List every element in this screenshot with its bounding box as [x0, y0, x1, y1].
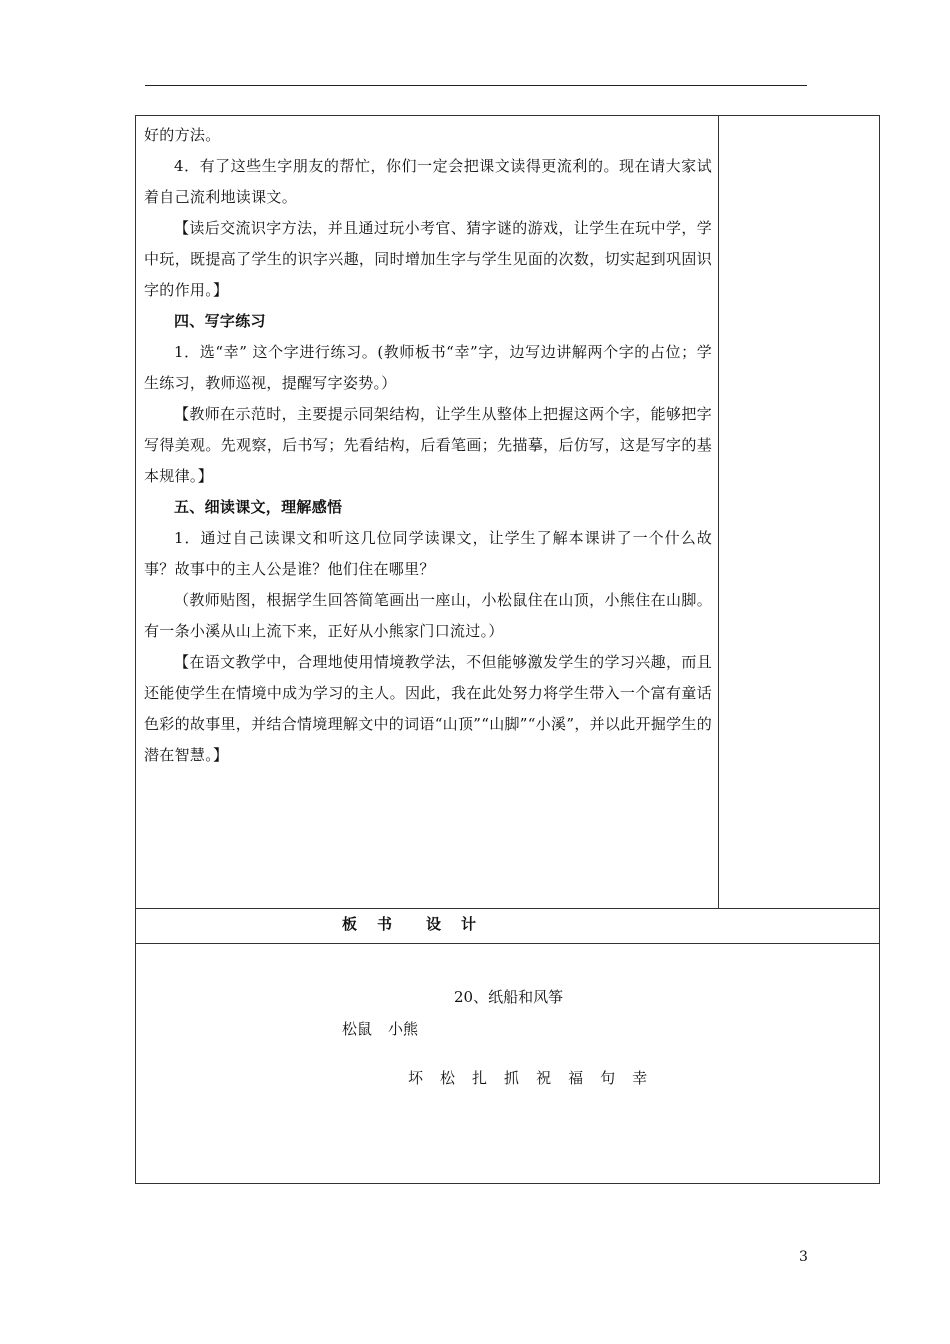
header-rule: [145, 85, 807, 86]
word-char: 抓: [504, 1069, 520, 1087]
paragraph: （教师贴图，根据学生回答简笔画出一座山，小松鼠住在山顶，小熊住在山脚。有一条小溪从山上流下来，正好从小熊家门口流过。）: [144, 591, 712, 640]
row-divider: [136, 908, 879, 909]
word-char: 幸: [632, 1069, 648, 1087]
paragraph: 1．选“幸” 这个字进行练习。(教师板书“幸”字，边写边讲解两个字的占位；学生练习，教师巡视，提醒写字姿势。）: [144, 343, 712, 392]
word-char: 松: [440, 1069, 456, 1087]
board-design-heading: [342, 913, 496, 934]
board-new-words: [408, 1067, 664, 1088]
word-char: 祝: [536, 1069, 552, 1087]
lesson-table: [135, 115, 880, 1184]
paragraph: 【教师在示范时，主要提示同架结构，让学生从整体上把握这两个字，能够把字写得美观。先观察，后书写；先看结构，后看笔画；先描摹，后仿写，这是写字的基本规律。】: [144, 405, 712, 485]
section-heading: 四、写字练习: [174, 312, 266, 330]
board-characters: [342, 1018, 434, 1039]
character-name: 松鼠: [342, 1020, 373, 1038]
page-number: 3: [799, 1249, 808, 1265]
paragraph: 1．通过自己读课文和听这几位同学读课文，让学生了解本课讲了一个什么故事？故事中的主人公是谁？他们住在哪里？: [144, 529, 712, 578]
paragraph: 【读后交流识字方法，并且通过玩小考官、猜字谜的游戏，让学生在玩中学，学中玩，既提高了学生的识字兴趣，同时增加生字与学生见面的次数，切实起到巩固识字的作用。】: [144, 219, 712, 299]
word-char: 句: [600, 1069, 616, 1087]
character-name: 小熊: [388, 1020, 419, 1038]
word-char: 坏: [408, 1069, 424, 1087]
column-divider: [718, 116, 719, 909]
heading-char: 设: [426, 915, 442, 933]
lesson-content: [144, 120, 712, 771]
heading-char: 书: [377, 915, 393, 933]
word-char: 扎: [472, 1069, 488, 1087]
heading-char: 板: [342, 915, 358, 933]
board-title: 20、纸船和风筝: [454, 988, 564, 1006]
row-divider: [136, 943, 879, 944]
paragraph: 【在语文教学中，合理地使用情境教学法，不但能够激发学生的学习兴趣，而且还能使学生在情境中成为学习的主人。因此，我在此处努力将学生带入一个富有童话色彩的故事里，并结合情境理解文中的词语“山顶”“山脚”“小溪”，并以此开掘学生的潜在智慧。】: [144, 653, 713, 764]
heading-char: 计: [461, 915, 477, 933]
word-char: 福: [568, 1069, 584, 1087]
paragraph: 好的方法。: [144, 126, 221, 144]
paragraph: 4．有了这些生字朋友的帮忙，你们一定会把课文读得更流利的。现在请大家试着自己流利地读课文。: [144, 157, 712, 206]
section-heading: 五、细读课文，理解感悟: [174, 498, 343, 516]
